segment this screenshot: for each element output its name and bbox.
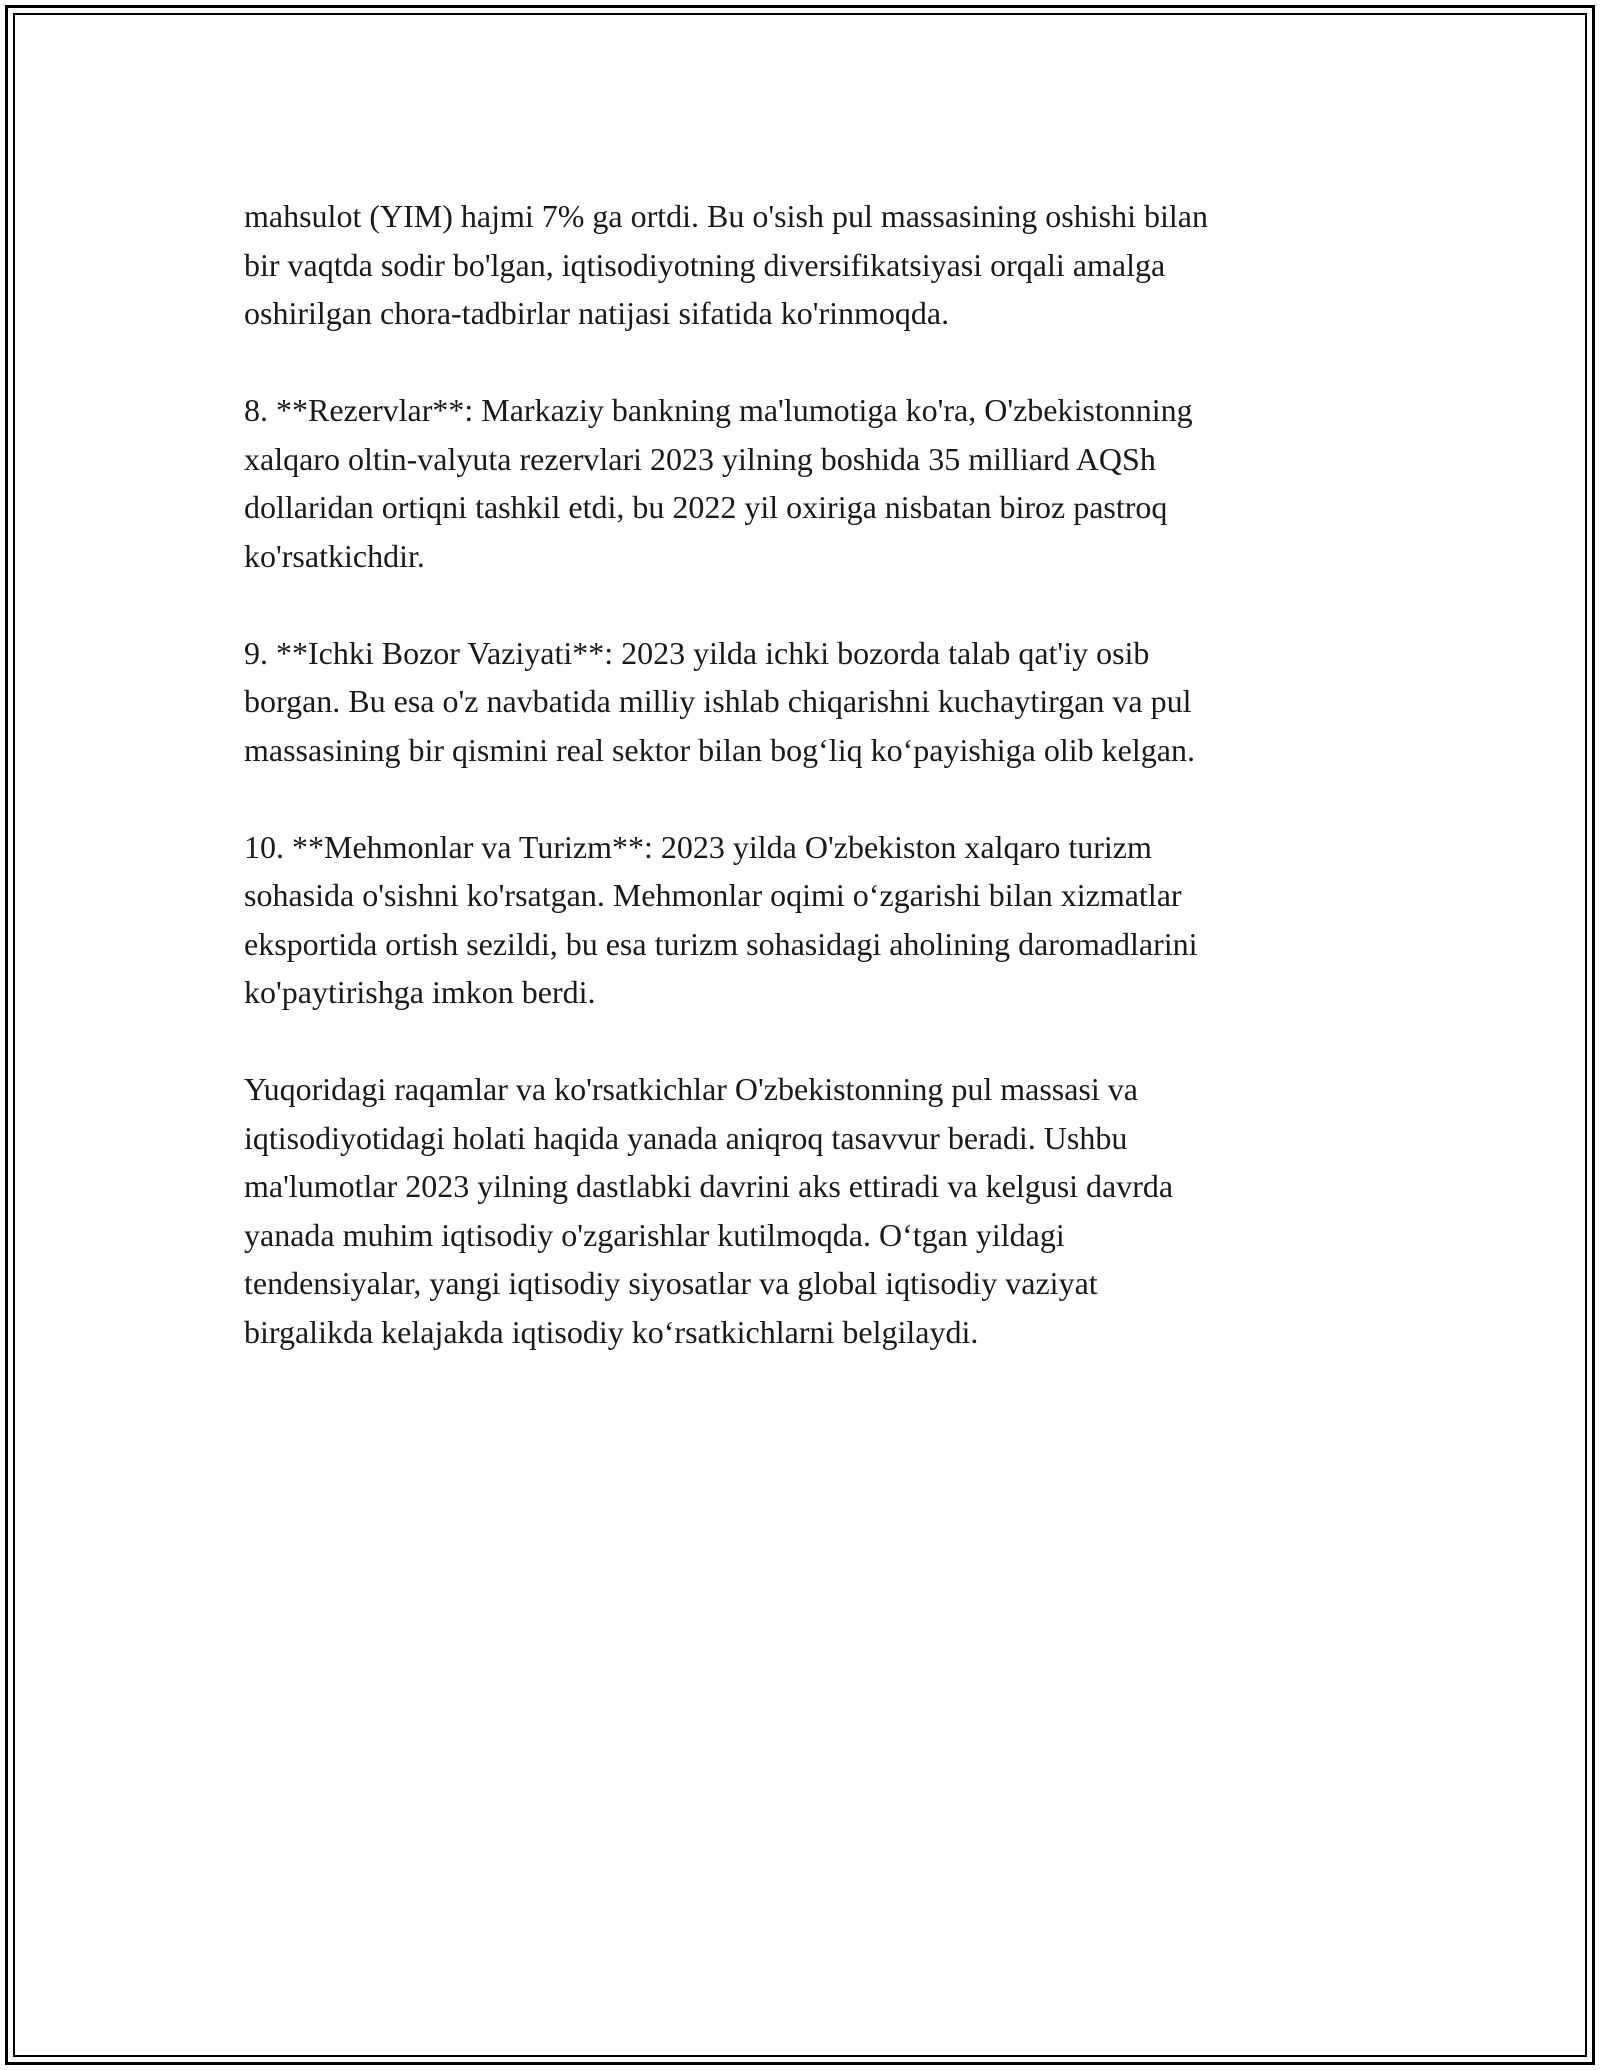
paragraph-domestic-market: 9. **Ichki Bozor Vaziyati**: 2023 yilda ichki bozorda talab qat'iy osib borgan. Bu esa o'z navbatida milliy ishlab chiqarishni kuchaytirgan va pul massasining bir qismini real sektor bilan bog‘liq ko‘payishiga olib kelgan. [244, 634, 1195, 768]
paragraph-gdp-continuation: mahsulot (YIM) hajmi 7% ga ortdi. Bu o'sish pul massasining oshishi bilan bir vaqtda sodir bo'lgan, iqtisodiyotning diversifikatsiyasi orqali amalga oshirilgan chora-tadbirlar natijasi sifatida ko'rinmoqda. [244, 198, 1208, 331]
page-frame [5, 5, 1595, 2065]
paragraph-conclusion: Yuqoridagi raqamlar va ko'rsatkichlar O'zbekistonning pul massasi va iqtisodiyotidagi holati haqida yanada aniqroq tasavvur beradi. Ushbu ma'lumotlar 2023 yilning dastlabki davrini aks ettiradi va kelgusi davrda yanada muhim iqtisodiy o'zgarishlar kutilmoqda. O‘tgan yildagi tendensiyalar, yangi iqtisodiy siyosatlar va global iqtisodiy vaziyat birgalikda kelajakda iqtisodiy ko‘rsatkichlarni belgilaydi. [244, 1071, 1174, 1350]
document-body [244, 192, 1374, 1405]
paragraph-reserves: 8. **Rezervlar**: Markaziy bankning ma'lumotiga ko'ra, O'zbekistonning xalqaro oltin-valyuta rezervlari 2023 yilning boshida 35 milliard AQSh dollaridan ortiqni tashkil etdi, bu 2022 yil oxiriga nisbatan biroz pastroq ko'rsatkichdir. [244, 392, 1193, 574]
paragraph-tourism: 10. **Mehmonlar va Turizm**: 2023 yilda O'zbekiston xalqaro turizm sohasida o'sishni ko'rsatgan. Mehmonlar oqimi o‘zgarishi bilan xizmatlar eksportida ortish sezildi, bu esa turizm sohasidagi aholining daromadlarini ko'paytirishga imkon berdi. [244, 828, 1198, 1010]
